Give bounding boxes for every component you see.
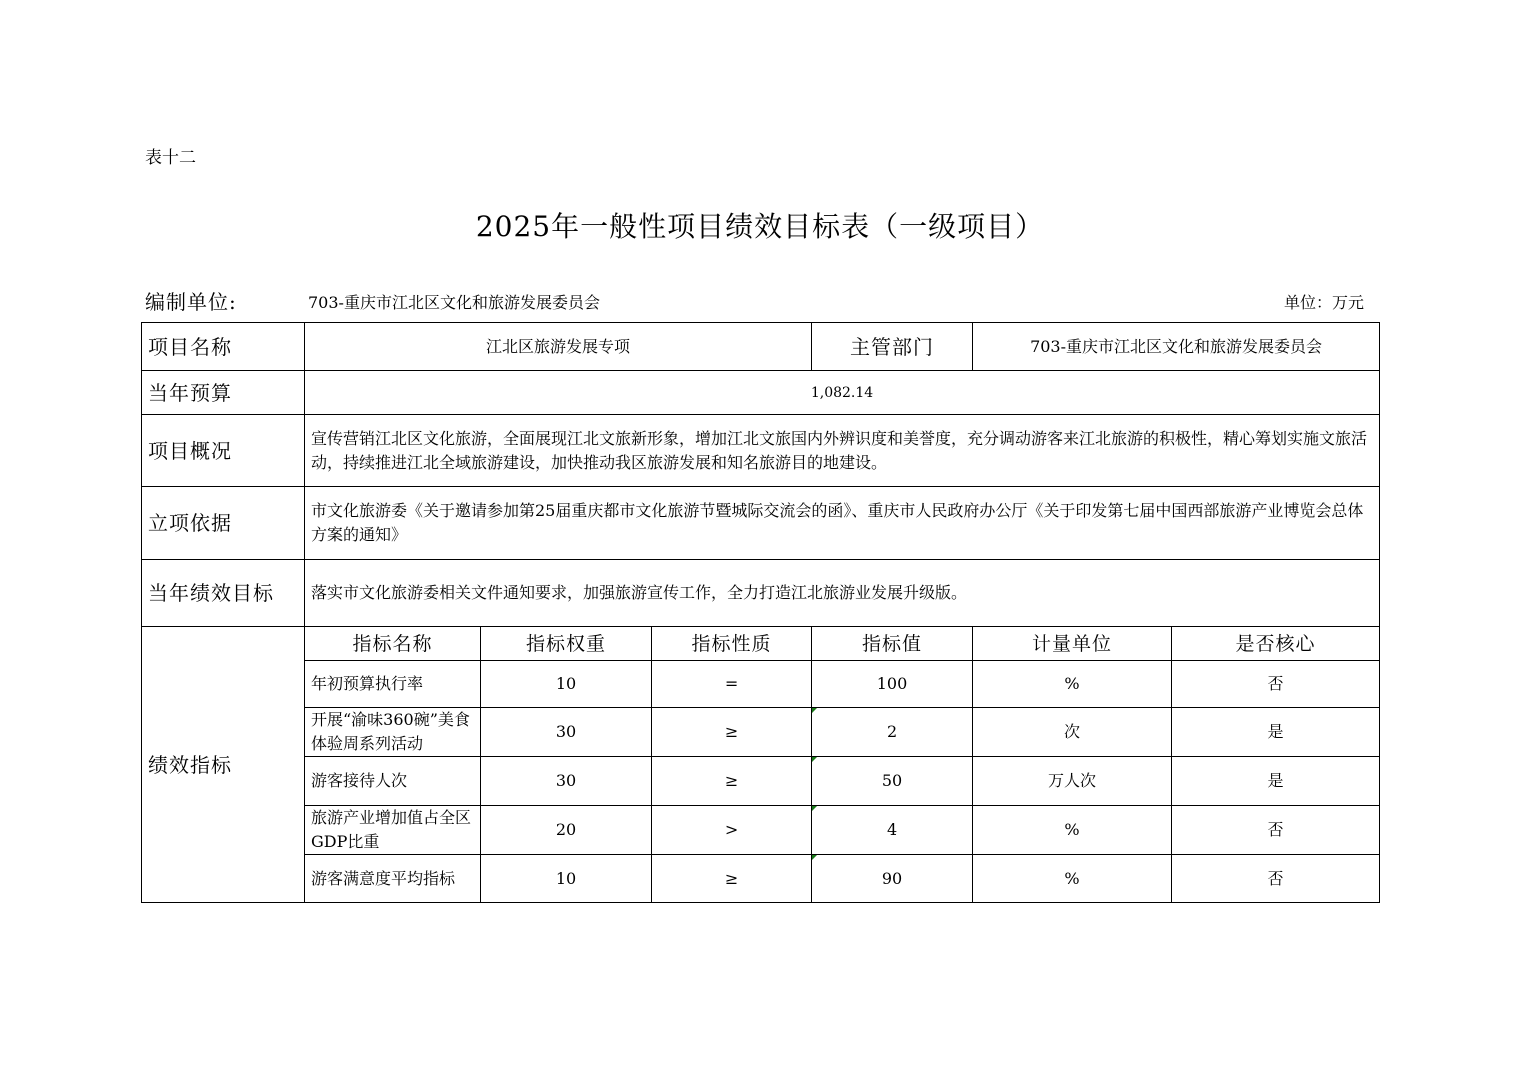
overview-label: 项目概况 bbox=[142, 415, 305, 487]
indicator-name: 旅游产业增加值占全区GDP比重 bbox=[305, 806, 481, 855]
table-row bbox=[142, 757, 1380, 806]
project-name-value: 江北区旅游发展专项 bbox=[305, 323, 812, 371]
budget-value: 1,082.14 bbox=[305, 371, 1380, 415]
indicator-core: 否 bbox=[1172, 855, 1380, 903]
header-weight: 指标权重 bbox=[481, 627, 652, 661]
basis-row bbox=[142, 487, 1380, 560]
indicator-weight: 10 bbox=[481, 855, 652, 903]
indicator-value: 90 bbox=[812, 855, 973, 903]
money-unit: 单位：万元 bbox=[1284, 293, 1365, 312]
indicator-weight: 30 bbox=[481, 757, 652, 806]
indicator-value: 4 bbox=[812, 806, 973, 855]
indicator-core: 否 bbox=[1172, 806, 1380, 855]
indicator-core: 是 bbox=[1172, 757, 1380, 806]
header-indicator-name: 指标名称 bbox=[305, 627, 481, 661]
indicator-unit: % bbox=[973, 855, 1172, 903]
table-row bbox=[142, 806, 1380, 855]
basis-value: 市文化旅游委《关于邀请参加第25届重庆都市文化旅游节暨城际交流会的函》、重庆市人民政府办公厅《关于印发第七届中国西部旅游产业博览会总体方案的通知》 bbox=[305, 487, 1380, 560]
budget-label: 当年预算 bbox=[142, 371, 305, 415]
indicator-header-row bbox=[142, 627, 1380, 661]
indicator-nature: = bbox=[652, 661, 812, 708]
indicator-name: 游客满意度平均指标 bbox=[305, 855, 481, 903]
indicators-label: 绩效指标 bbox=[142, 627, 305, 903]
indicator-weight: 30 bbox=[481, 708, 652, 757]
indicator-value: 2 bbox=[812, 708, 973, 757]
overview-row bbox=[142, 415, 1380, 487]
header-unit: 计量单位 bbox=[973, 627, 1172, 661]
indicator-weight: 10 bbox=[481, 661, 652, 708]
basis-label: 立项依据 bbox=[142, 487, 305, 560]
indicator-unit: % bbox=[973, 661, 1172, 708]
table-row bbox=[142, 661, 1380, 708]
indicator-value: 50 bbox=[812, 757, 973, 806]
indicator-name: 年初预算执行率 bbox=[305, 661, 481, 708]
indicator-nature: ≥ bbox=[652, 855, 812, 903]
indicator-core: 是 bbox=[1172, 708, 1380, 757]
indicator-name: 游客接待人次 bbox=[305, 757, 481, 806]
indicator-core: 否 bbox=[1172, 661, 1380, 708]
header-value: 指标值 bbox=[812, 627, 973, 661]
dept-value: 703-重庆市江北区文化和旅游发展委员会 bbox=[973, 323, 1380, 371]
overview-value: 宣传营销江北区文化旅游，全面展现江北文旅新形象，增加江北文旅国内外辨识度和美誉度，充分调动游客来江北旅游的积极性，精心筹划实施文旅活动，持续推进江北全域旅游建设，加快推动我区旅游发展和知名旅游目的地建设。 bbox=[305, 415, 1380, 487]
header-nature: 指标性质 bbox=[652, 627, 812, 661]
indicator-value: 100 bbox=[812, 661, 973, 708]
table-number-label: 表十二 bbox=[145, 148, 196, 168]
project-name-row bbox=[142, 323, 1380, 371]
header-core: 是否核心 bbox=[1172, 627, 1380, 661]
indicator-unit: 次 bbox=[973, 708, 1172, 757]
table-row bbox=[142, 708, 1380, 757]
table-row bbox=[142, 855, 1380, 903]
goal-label: 当年绩效目标 bbox=[142, 560, 305, 627]
indicator-nature: ≥ bbox=[652, 757, 812, 806]
goal-row bbox=[142, 560, 1380, 627]
indicator-unit: % bbox=[973, 806, 1172, 855]
budget-row bbox=[142, 371, 1380, 415]
performance-target-table bbox=[141, 322, 1380, 903]
dept-label: 主管部门 bbox=[812, 323, 973, 371]
goal-value: 落实市文化旅游委相关文件通知要求，加强旅游宣传工作，全力打造江北旅游业发展升级版。 bbox=[305, 560, 1380, 627]
compile-unit-label: 编制单位: bbox=[145, 290, 237, 314]
compile-unit-value: 703-重庆市江北区文化和旅游发展委员会 bbox=[308, 293, 600, 312]
indicator-unit: 万人次 bbox=[973, 757, 1172, 806]
indicator-nature: > bbox=[652, 806, 812, 855]
indicator-weight: 20 bbox=[481, 806, 652, 855]
document-title: 2025年一般性项目绩效目标表（一级项目） bbox=[475, 210, 1045, 243]
indicator-nature: ≥ bbox=[652, 708, 812, 757]
project-name-label: 项目名称 bbox=[142, 323, 305, 371]
indicator-name: 开展“渝味360碗”美食体验周系列活动 bbox=[305, 708, 481, 757]
